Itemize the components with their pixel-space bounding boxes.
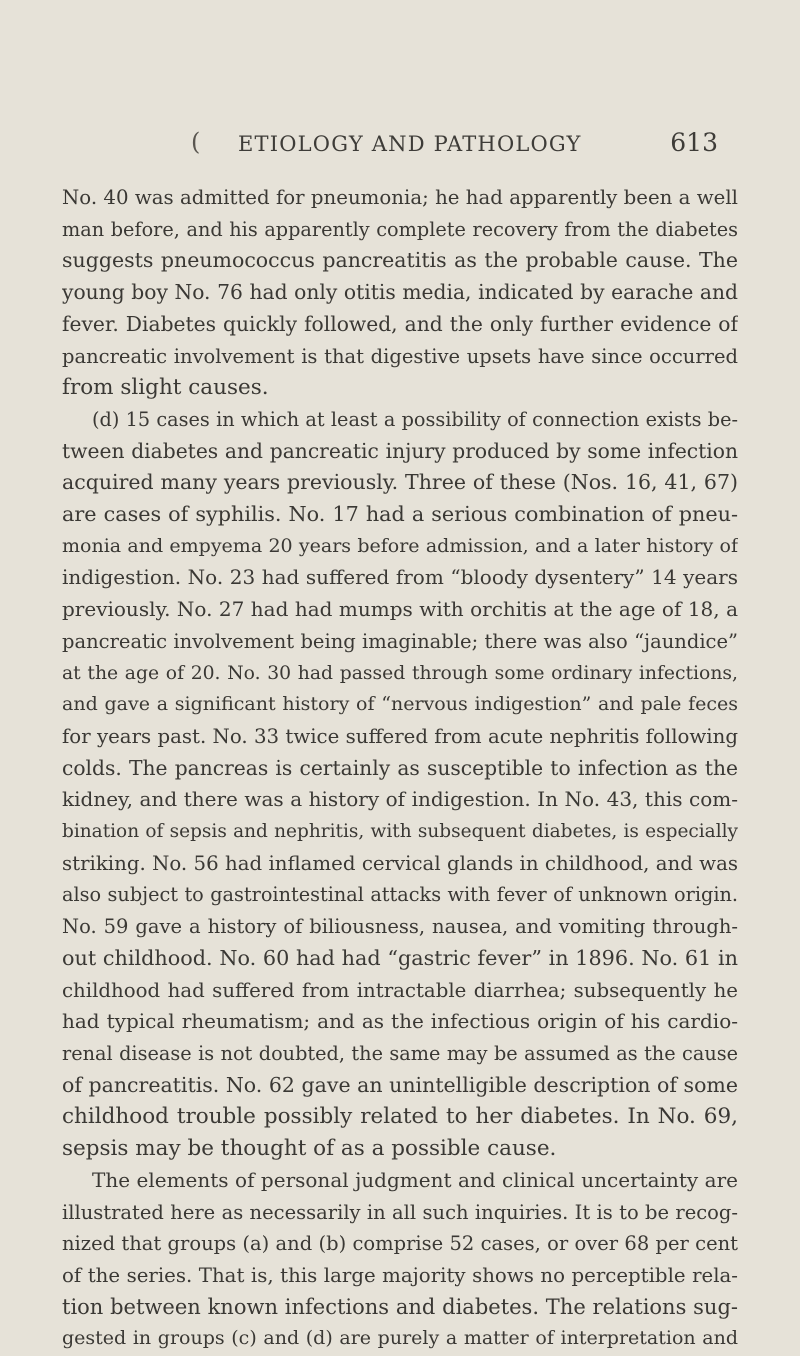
- text-line: of the series. That is, this large majority shows no perceptible rela-: [62, 1263, 738, 1287]
- text-line: previously. No. 27 had had mumps with orchitis at the age of 18, a: [62, 597, 738, 622]
- text-line: bination of sepsis and nephritis, with subsequent diabetes, is especially: [62, 821, 738, 843]
- text-line: of pancreatitis. No. 62 gave an unintelligible description of some: [62, 1072, 738, 1097]
- text-line: gested in groups (c) and (d) are purely a matter of interpretation and: [62, 1327, 738, 1350]
- text-line: pancreatic involvement is that digestive upsets have since occurred: [62, 344, 738, 368]
- text-line: tween diabetes and pancreatic injury produced by some infection: [62, 438, 738, 463]
- text-line: childhood had suffered from intractable diarrhea; subsequently he: [62, 978, 738, 1002]
- text-line: also subject to gastrointestinal attacks with fever of unknown origin.: [62, 883, 738, 907]
- text-line: for years past. No. 33 twice suffered from acute nephritis following: [62, 724, 738, 748]
- text-line: suggests pneumococcus pancreatitis as the probable cause. The: [62, 248, 738, 273]
- text-line: are cases of syphilis. No. 17 had a serious combination of pneu-: [62, 502, 738, 527]
- text-line: nized that groups (a) and (b) comprise 52 cases, or over 68 per cent: [62, 1232, 738, 1256]
- text-line: fever. Diabetes quickly followed, and the only further evidence of: [62, 311, 738, 336]
- body-text: [62, 182, 738, 1355]
- text-line: from slight causes.: [62, 375, 269, 401]
- text-line: tion between known infections and diabetes. The relations sug-: [62, 1294, 738, 1319]
- text-line: sepsis may be thought of as a possible cause.: [62, 1136, 557, 1162]
- paragraph-start-line: (d) 15 cases in which at least a possibility of connection exists be-: [92, 407, 738, 431]
- page-header: [0, 118, 800, 158]
- text-line: kidney, and there was a history of indigestion. In No. 43, this com-: [62, 787, 738, 812]
- text-line: monia and empyema 20 years before admission, and a later history of: [62, 534, 738, 557]
- paragraph-start-line: The elements of personal judgment and clinical uncertainty are: [92, 1167, 738, 1192]
- text-line: acquired many years previously. Three of these (Nos. 16, 41, 67): [62, 470, 738, 495]
- text-line: indigestion. No. 23 had suffered from “bloody dysentery” 14 years: [62, 565, 738, 590]
- text-line: No. 40 was admitted for pneumonia; he had apparently been a well: [62, 186, 738, 209]
- text-line: man before, and his apparently complete recovery from the diabetes: [62, 217, 738, 241]
- text-line: out childhood. No. 60 had had “gastric fever” in 1896. No. 61 in: [62, 945, 738, 970]
- text-line: childhood trouble possibly related to her diabetes. In No. 69,: [62, 1104, 738, 1130]
- text-line: renal disease is not doubted, the same may be assumed as the cause: [62, 1041, 738, 1065]
- text-line: No. 59 gave a history of biliousness, nausea, and vomiting through-: [62, 915, 738, 939]
- text-line: at the age of 20. No. 30 had passed through some ordinary infections,: [62, 662, 738, 684]
- text-line: colds. The pancreas is certainly as susceptible to infection as the: [62, 755, 738, 780]
- text-line: had typical rheumatism; and as the infectious origin of his cardio-: [62, 1009, 738, 1034]
- page-number: 613: [670, 128, 718, 157]
- text-line: illustrated here as necessarily in all such inquiries. It is to be recog-: [62, 1200, 738, 1224]
- text-line: pancreatic involvement being imaginable; there was also “jaundice”: [62, 629, 738, 653]
- text-line: young boy No. 76 had only otitis media, indicated by earache and: [62, 280, 738, 305]
- text-line: striking. No. 56 had inflamed cervical glands in childhood, and was: [62, 851, 738, 875]
- text-line: and gave a significant history of “nervous indigestion” and pale feces: [62, 693, 738, 716]
- running-title: ETIOLOGY AND PATHOLOGY: [238, 132, 582, 156]
- header-bracket-mark: (: [191, 128, 201, 156]
